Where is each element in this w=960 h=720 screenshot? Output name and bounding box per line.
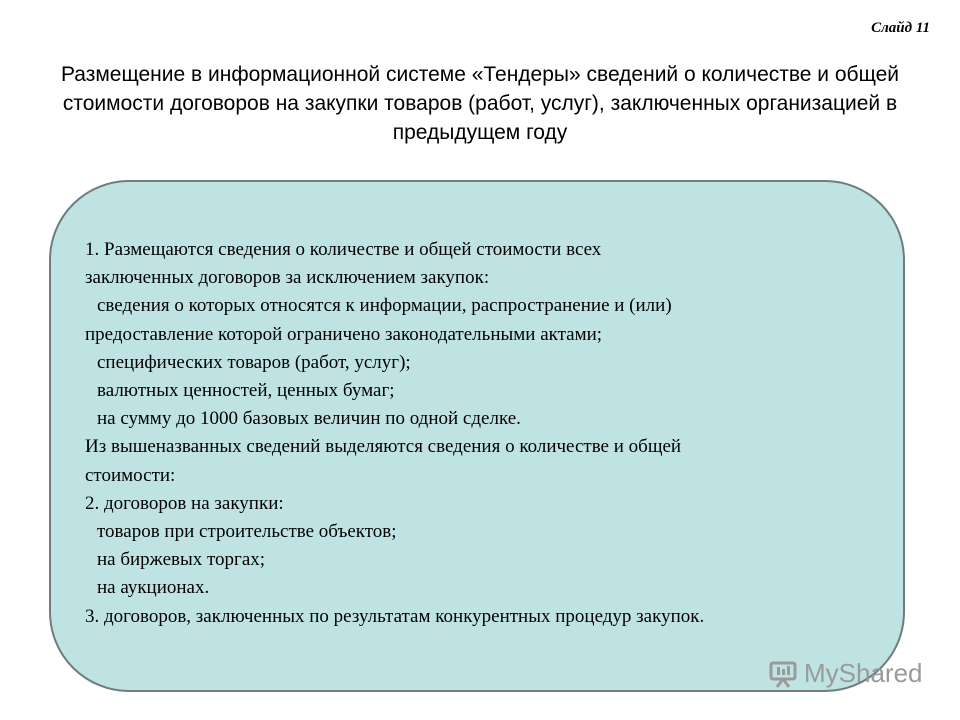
watermark-logo[interactable] xyxy=(768,658,923,689)
content-line: стоимости: xyxy=(85,464,176,486)
content-line: 1. Размещаются сведения о количестве и общей стоимости всех xyxy=(85,239,602,260)
watermark-text: MyShared xyxy=(804,658,923,688)
content-text xyxy=(85,236,885,631)
content-line: заключенных договоров за исключением закупок: xyxy=(85,267,490,289)
content-line: 2. договоров на закупки: xyxy=(85,492,284,514)
content-line: предоставление которой ограничено законодательными актами; xyxy=(85,323,603,345)
content-line: на сумму до 1000 базовых величин по одной сделке. xyxy=(97,408,521,430)
content-line: товаров при строительстве объектов; xyxy=(97,521,397,543)
content-line: специфических товаров (работ, услуг); xyxy=(97,351,411,373)
slide-title: Размещение в информационной системе «Тендеры» сведений о количестве и общей стоимости договоров на закупки товаров (работ, услуг), заключенных организацией в предыдущем году xyxy=(60,63,900,144)
content-line: Из вышеназванных сведений выделяются сведения о количестве и общей xyxy=(85,436,682,458)
slide-number: Слайд 11 xyxy=(871,20,930,36)
content-line: на биржевых торгах; xyxy=(97,549,266,571)
presentation-icon xyxy=(768,659,798,689)
content-line: на аукционах. xyxy=(97,577,210,599)
content-line: валютных ценностей, ценных бумаг; xyxy=(97,380,395,402)
content-line: 3. договоров, заключенных по результатам конкурентных процедур закупок. xyxy=(85,605,705,627)
content-line: сведения о которых относятся к информации, распространение и (или) xyxy=(97,295,672,317)
